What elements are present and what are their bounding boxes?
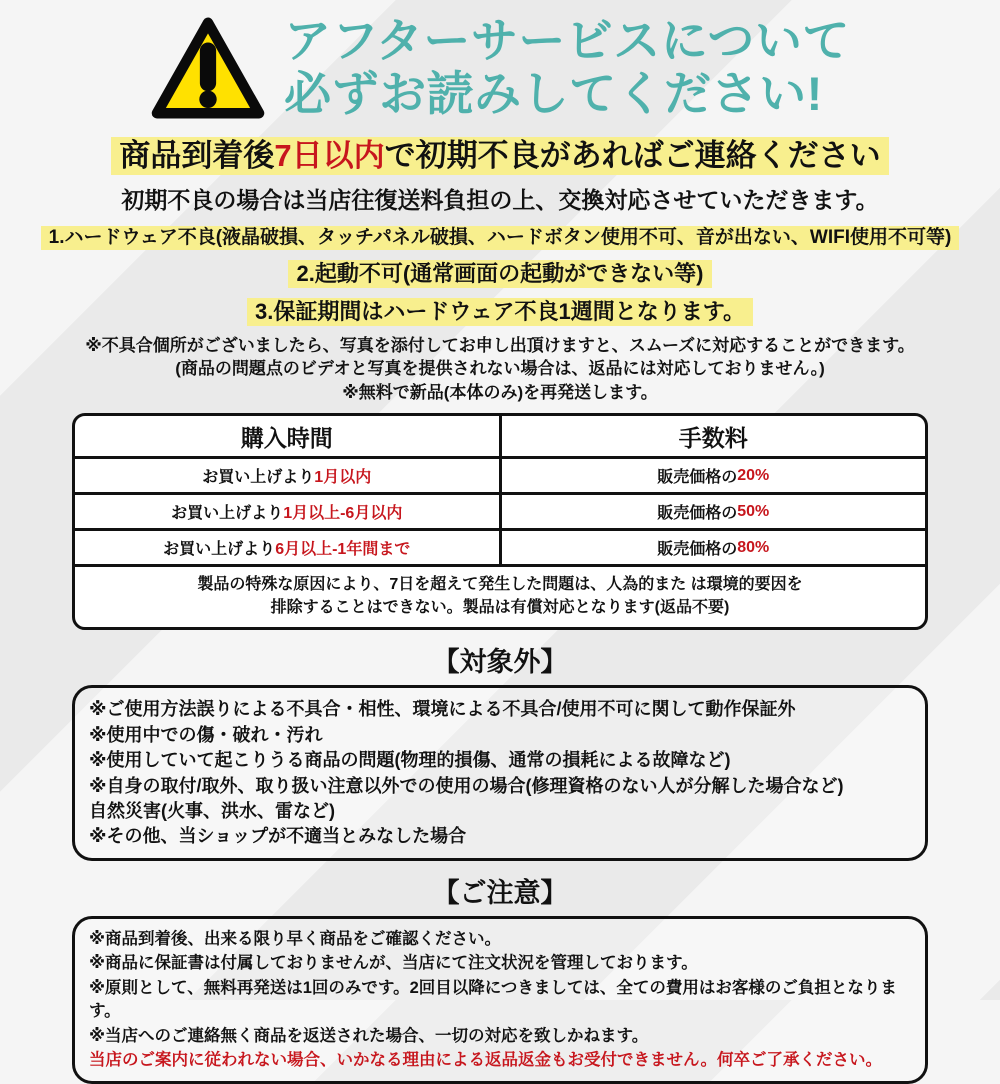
defect-item-2 (0, 257, 1000, 288)
defect-item-1-text: 1.ハードウェア不良(液晶破損、タッチパネル破損、ハードボタン使用不可、音が出ない、WIFI使用不可等) (41, 226, 960, 250)
headline (0, 130, 1000, 175)
note-line-2: (商品の問題点のビデオと写真を提供されない場合は、返品には対応しておりません。) (175, 359, 825, 379)
fee-table-footer-line2: 排除することはできない。製品は有償対応となります(返品不要) (270, 598, 730, 616)
fee-table-row-2 (75, 495, 925, 531)
exclusion-item-4-continued: 自然災害(火事、洪水、雷など) (89, 801, 335, 822)
fee-table-row-3 (75, 531, 925, 567)
defect-item-3-text: 3.保証期間はハードウェア不良1週間となります。 (247, 298, 753, 326)
page-title-line2: 必ずお読みしてください! (284, 67, 823, 120)
page-title (284, 15, 850, 120)
fee-table-footer-note (75, 567, 925, 627)
caution-item-2: ※商品に保証書は付属しておりませんが、当店にて注文状況を管理しております。 (89, 954, 698, 973)
exclusions-heading: 【対象外】 (432, 647, 568, 678)
fee-row-2-fee-prefix: 販売価格の (657, 505, 738, 523)
headline-highlight (111, 137, 888, 175)
warning-triangle-icon (150, 14, 266, 122)
headline-text-after: で初期不良があればご連絡ください (384, 138, 881, 173)
fee-row-3-time (75, 531, 499, 564)
fee-table-footer-line1: 製品の特殊な原因により、7日を超えて発生した問題は、人為的また は環境的要因を (197, 576, 803, 594)
exclusion-item-4: ※自身の取付/取外、取り扱い注意以外での使用の場合(修理資格のない人が分解した場合など) (89, 775, 844, 796)
fee-table-header-fee: 手数料 (499, 416, 926, 456)
defect-item-1 (0, 222, 1000, 249)
note-line-3: ※無料で新品(本体のみ)を再発送します。 (342, 382, 658, 402)
page-title-line1: アフターサービスについて (284, 14, 850, 68)
fee-row-2-fee-value: 50% (737, 502, 770, 520)
headline-text: 商品到着後 (119, 138, 275, 173)
caution-item-1: ※商品到着後、出来る限り早く商品をご確認ください。 (89, 929, 502, 948)
exclusion-item-5: ※その他、当ショップが不適当とみなした場合 (89, 826, 467, 847)
subline: 初期不良の場合は当店往復送料負担の上、交換対応させていただきます。 (121, 187, 879, 213)
caution-item-4: ※当店へのご連絡無く商品を返送された場合、一切の対応を致しかねます。 (89, 1026, 649, 1045)
fee-table-row-1 (75, 459, 925, 495)
fee-row-3-fee-value: 80% (737, 538, 770, 556)
note-line-1: ※不具合個所がございましたら、写真を添付してお申し出頂けますと、スムーズに対応することができます。 (85, 336, 915, 355)
fee-row-2-time-value: 1月以上-6月以内 (283, 505, 403, 523)
caution-item-3: ※原則として、無料再発送は1回のみです。2回目以降につきましては、全ての費用はお客様のご負担となります。 (89, 978, 897, 1021)
caution-warning-line: 当店のご案内に従われない場合、いかなる理由による返品返金もお受付できません。何卒ご了承ください。 (89, 1051, 882, 1070)
fee-table-footer-row (75, 567, 925, 627)
fee-row-1-time-value: 1月以内 (314, 469, 372, 487)
notes (0, 334, 1000, 404)
fee-row-1-time-prefix: お買い上げより (202, 469, 315, 487)
exclusions-box (72, 685, 928, 861)
fee-row-1-fee (499, 459, 926, 492)
fee-row-2-time (75, 495, 499, 528)
fee-table (72, 413, 928, 630)
fee-row-3-time-prefix: お買い上げより (163, 541, 276, 559)
exclusion-item-3: ※使用していて起こりうる商品の問題(物理的損傷、通常の損耗による故障など) (89, 750, 731, 771)
defect-item-2-text: 2.起動不可(通常画面の起動ができない等) (288, 260, 711, 288)
fee-row-1-fee-prefix: 販売価格の (657, 469, 738, 487)
exclusion-item-2: ※使用中での傷・破れ・汚れ (89, 724, 323, 745)
headline-red-text: 7日以内 (274, 138, 385, 173)
exclusion-item-1: ※ご使用方法誤りによる不具合・相性、環境による不具合/使用不可に関して動作保証外 (89, 699, 796, 720)
fee-table-header-purchase-time: 購入時間 (240, 424, 333, 451)
cautions-heading: 【ご注意】 (432, 877, 568, 908)
fee-table-header-row (75, 416, 925, 459)
fee-row-1-fee-value: 20% (737, 466, 770, 484)
fee-row-1-time (75, 459, 499, 492)
defect-item-3 (0, 295, 1000, 326)
fee-row-2-fee (499, 495, 926, 528)
fee-row-3-fee-prefix: 販売価格の (657, 541, 738, 559)
fee-row-2-time-prefix: お買い上げより (171, 505, 284, 523)
fee-row-3-time-value: 6月以上-1年間まで (275, 541, 411, 559)
header (0, 0, 1000, 122)
fee-row-3-fee (499, 531, 926, 564)
